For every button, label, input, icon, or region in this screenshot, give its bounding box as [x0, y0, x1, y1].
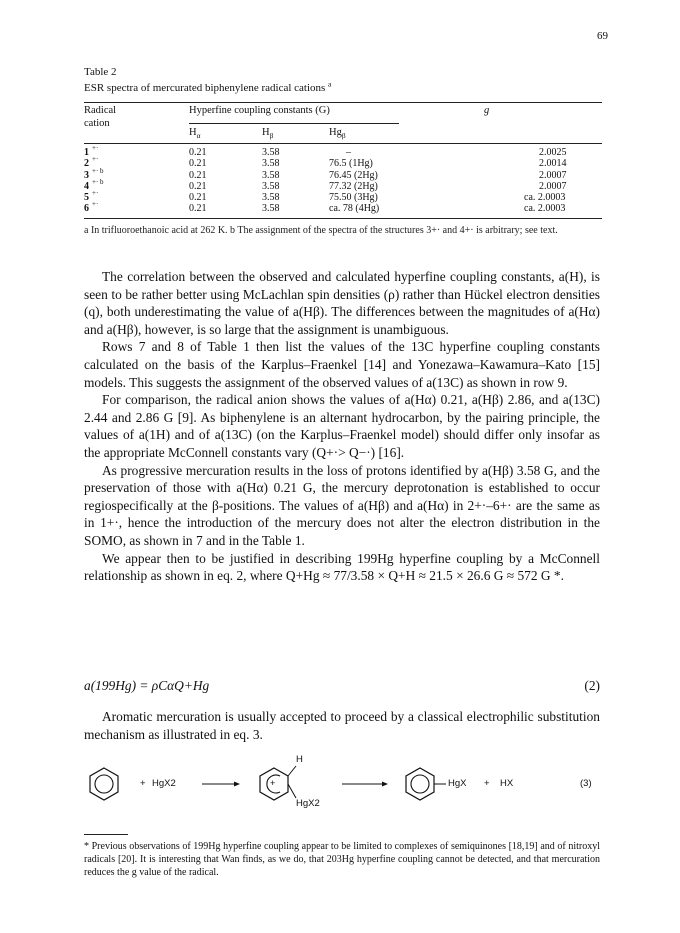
table-footnote: a In trifluoroethanoic acid at 262 K. b The assignment of the spectra of the structures 3+· and 4+· is arbitrary; see text.	[84, 224, 558, 236]
paragraph: We appear then to be justified in describing 199Hg hyperfine coupling by a McConnell relationship as shown in eq. 2, where Q+Hg ≈ 77/3.58 × Q+H ≈ 21.5 × 26.6 G ≈ 572 G *.	[84, 550, 600, 584]
footnote: * Previous observations of 199Hg hyperfine coupling appear to be limited to complexes of semiquinones [18,19] and of nitroxyl radicals [20]. It is interesting that Wan finds, as we do, that 203Hg hyperfine coupling cannot be detected, and that mercuration reduces the g value of the radical.	[84, 841, 600, 878]
table-row	[84, 177, 602, 192]
paragraph: Aromatic mercuration is usually accepted to proceed by a classical electrophilic substitution mechanism as illustrated in eq. 3.	[84, 709, 600, 742]
header-radical: Radical	[84, 105, 117, 116]
cell-h-alpha: 0.21	[189, 147, 207, 158]
body-text	[84, 268, 600, 585]
table-row	[84, 166, 602, 181]
h-label: H	[296, 754, 303, 765]
table-header	[84, 102, 602, 144]
cell-hg-beta: –	[346, 147, 351, 158]
cell-h-beta: 3.58	[262, 203, 280, 215]
cell-g: 2.0014	[539, 158, 567, 170]
cell-hg-beta: 75.50 (3Hg)	[329, 192, 378, 204]
equation-2-formula: a(199Hg) = ρCαQ+Hg	[84, 678, 210, 693]
cell-h-beta: 3.58	[262, 180, 280, 192]
cell-h-alpha: 0.21	[189, 169, 207, 181]
paragraph: For comparison, the radical anion shows the values of a(Hα) 0.21, a(Hβ) 2.86, and a(13C) 2.44 and 2.86 G [9]. As biphenylene is an alternant hydrocarbon, by the pairing principle, the values of a(1H) and of a(13C) (on the Karplus–Fraenkel model) should differ only insofar as the appropriate McConnell constants vary (Q+·> Q−·) [16].	[84, 392, 600, 460]
cell-radical: 3	[84, 169, 89, 181]
cell-h-beta: 3.58	[262, 158, 280, 170]
cell-h-alpha: 0.21	[189, 180, 207, 192]
header-hg-beta: $Hg_\beta$	[329, 127, 346, 141]
cell-hg-beta: 76.45 (2Hg)	[329, 169, 378, 181]
equation-2	[84, 678, 600, 694]
cell-hg-beta: ca. 78 (4Hg)	[329, 203, 380, 215]
header-g: g	[484, 105, 490, 116]
header-h-alpha: $H_\alpha$	[189, 127, 201, 141]
bond-h	[288, 766, 296, 776]
paragraph: Rows 7 and 8 of Table 1 then list the values of the 13C hyperfine coupling constants calculated on the basis of the Karplus–Fraenkel [14] and Yonezawa–Kawamura–Kato [15] models. This suggests the assignment of the observed values of a(13C) as shown in row 9.	[84, 339, 600, 390]
cell-radical-sup: +·	[92, 200, 99, 209]
cell-g: 2.0007	[539, 180, 567, 192]
header-cation: cation	[84, 118, 110, 129]
table-row	[84, 144, 602, 158]
cell-g: ca. 2.0003	[524, 203, 566, 215]
table-body	[84, 144, 602, 219]
hx-label: HX	[500, 778, 514, 789]
plus-sign: +	[484, 778, 490, 789]
cell-g: 2.0025	[539, 147, 567, 158]
cell-h-beta: 3.58	[262, 147, 280, 158]
cell-h-beta: 3.58	[262, 169, 280, 181]
cell-h-alpha: 0.21	[189, 192, 207, 204]
cell-radical-sup: +· b	[92, 177, 104, 186]
table-caption: ESR spectra of mercurated biphenylene radical cations $^a$	[84, 79, 332, 94]
cell-radical-sup: +·	[92, 189, 99, 198]
table-row	[84, 189, 602, 204]
table-label: Table 2	[84, 66, 117, 78]
aromatic-circle	[411, 775, 429, 793]
cell-radical: 1	[84, 147, 89, 158]
arrow-head	[382, 782, 388, 787]
aromatic-circle	[95, 775, 113, 793]
hgx2-label: HgX2	[296, 798, 320, 809]
cell-radical-sup: +·	[92, 155, 99, 164]
cell-radical-sup: +· b	[92, 166, 104, 175]
page-number: 69	[597, 30, 608, 42]
product-substituent: HgX	[448, 778, 467, 789]
arrow-head	[234, 782, 240, 787]
cell-g: 2.0007	[539, 169, 567, 181]
reagent-label: HgX2	[152, 778, 176, 789]
cell-g: ca. 2.0003	[524, 192, 566, 204]
table-row	[84, 200, 602, 215]
cell-radical: 4	[84, 180, 89, 192]
esr-table	[84, 64, 602, 237]
cell-h-alpha: 0.21	[189, 158, 207, 170]
cell-hg-beta: 76.5 (1Hg)	[329, 158, 373, 170]
equation-3-number: (3)	[580, 778, 592, 789]
benzene-ring	[90, 768, 118, 800]
table-row	[84, 155, 602, 170]
plus-sign: +	[140, 778, 146, 789]
cell-radical-sup: +·	[92, 144, 99, 152]
cell-h-beta: 3.58	[262, 192, 280, 204]
cell-radical: 2	[84, 158, 89, 170]
paragraph: The correlation between the observed and calculated hyperfine coupling constants, a(H), is seen to be rather better using McLachlan spin densities (ρ) rather than Hückel electron densities (q), both underestimating the value of a(Hβ). The differences between the magnitudes of a(Hα) and a(Hβ), however, is so large that the assignment is unambiguous.	[84, 269, 600, 337]
header-hfc: Hyperfine coupling constants (G)	[189, 105, 330, 116]
equation-2-number: (2)	[584, 678, 600, 693]
reaction-scheme	[84, 754, 600, 810]
product-ring	[406, 768, 434, 800]
cell-radical: 6	[84, 203, 89, 215]
paragraph: As progressive mercuration results in the loss of protons identified by a(Hβ) 3.58 G, and the preservation of those with a(Hα) 0.21 G, the mercury deprotonation is established to occur regiospecifically at the β-positions. The values of a(Hβ) and a(Hα) in 2+·–6+· are the same as in 1+·, hence the introduction of the mercury does not alter the electron distribution in the SOMO, as shown in 7 and in the Table 1.	[84, 462, 600, 548]
cell-h-alpha: 0.21	[189, 203, 207, 215]
cell-radical: 5	[84, 192, 89, 204]
footnote-rule	[84, 834, 128, 835]
bond-hg	[288, 784, 296, 798]
sigma-charge: +	[270, 778, 276, 788]
header-h-beta: $H_\beta$	[262, 127, 274, 141]
header-hfc-rule	[189, 123, 399, 124]
cell-hg-beta: 77.32 (2Hg)	[329, 180, 378, 192]
